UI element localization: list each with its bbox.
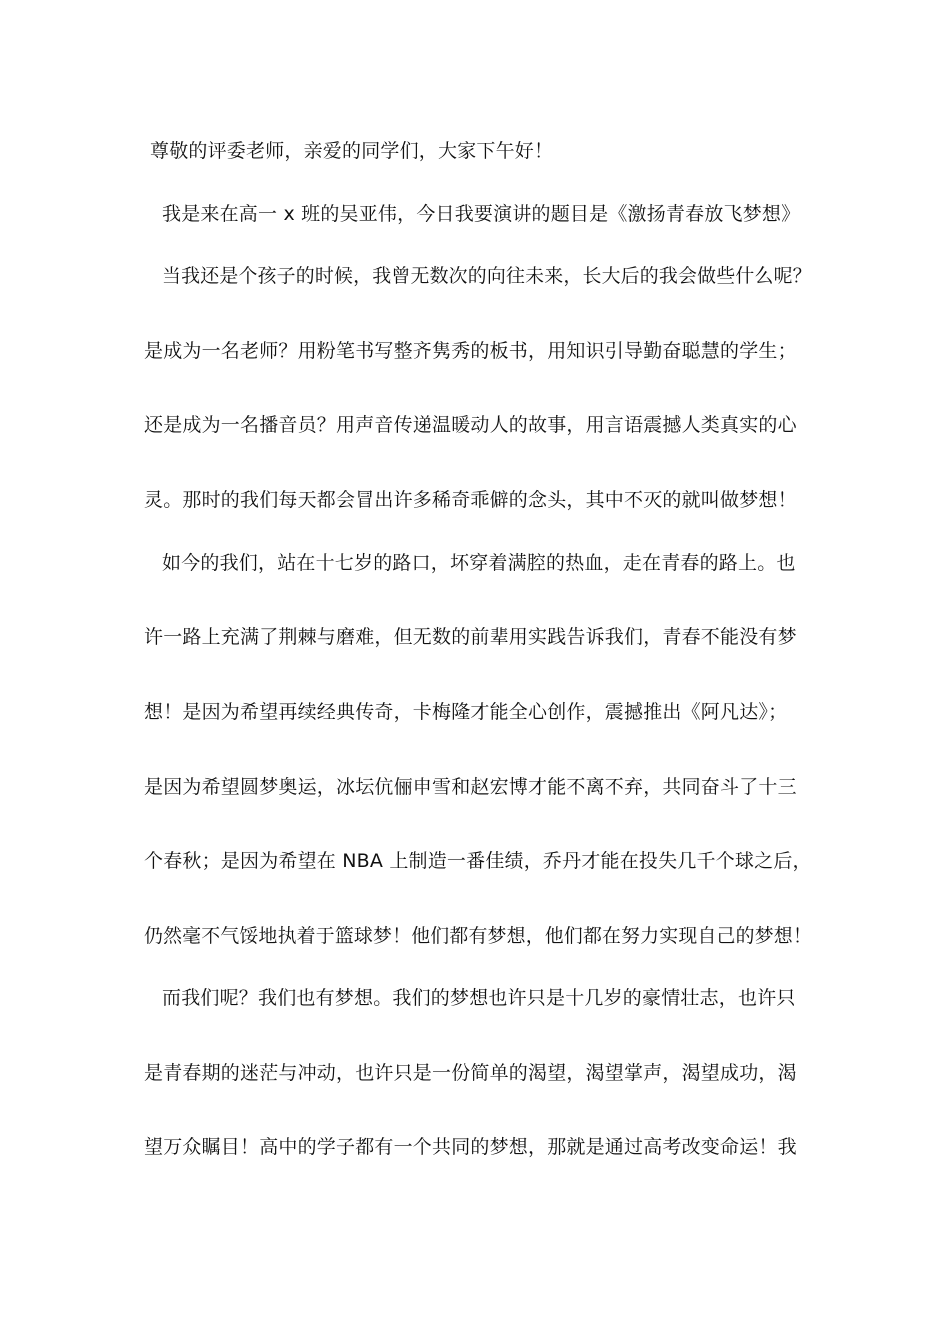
paragraph-line: 想！是因为希望再续经典传奇，卡梅隆才能全心创作，震撼推出《阿凡达》； xyxy=(144,701,788,723)
paragraph-line: 我是来在高一 x 班的吴亚伟，今日我要演讲的题目是《激扬青春放飞梦想》 xyxy=(162,203,801,225)
paragraph-line: 当我还是个孩子的时候，我曾无数次的向往未来，长大后的我会做些什么呢？ xyxy=(162,265,812,287)
paragraph-line: 灵。那时的我们每天都会冒出许多稀奇乖僻的念头，其中不灭的就叫做梦想！ xyxy=(144,489,797,511)
paragraph-line: 是因为希望圆梦奥运，冰坛伉俪申雪和赵宏博才能不离不弃，共同奋斗了十三 xyxy=(144,776,797,798)
paragraph-line: 而我们呢？我们也有梦想。我们的梦想也许只是十几岁的豪情壮志，也许只 xyxy=(162,987,796,1009)
paragraph-line: 个春秋；是因为希望在 NBA 上制造一番佳绩，乔丹才能在投失几千个球之后， xyxy=(144,850,812,872)
paragraph-line: 是青春期的迷茫与冲动，也许只是一份简单的渴望，渴望掌声，渴望成功，渴 xyxy=(144,1062,797,1084)
paragraph-line: 仍然毫不气馁地执着于篮球梦！他们都有梦想，他们都在努力实现自己的梦想！ xyxy=(144,925,812,947)
paragraph-line: 望万众瞩目！高中的学子都有一个共同的梦想，那就是通过高考改变命运！我 xyxy=(144,1136,797,1158)
paragraph-line: 还是成为一名播音员？用声音传递温暖动人的故事，用言语震撼人类真实的心 xyxy=(144,414,797,436)
paragraph-line: 是成为一名老师？用粉笔书写整齐隽秀的板书，用知识引导勤奋聪慧的学生； xyxy=(144,340,797,362)
paragraph-line: 如今的我们，站在十七岁的路口，坏穿着满腔的热血，走在青春的路上。也 xyxy=(162,552,796,574)
paragraph-line: 许一路上充满了荆棘与磨难，但无数的前辈用实践告诉我们，青春不能没有梦 xyxy=(144,626,797,648)
greeting-line: 尊敬的评委老师，亲爱的同学们，大家下午好！ xyxy=(150,140,554,162)
